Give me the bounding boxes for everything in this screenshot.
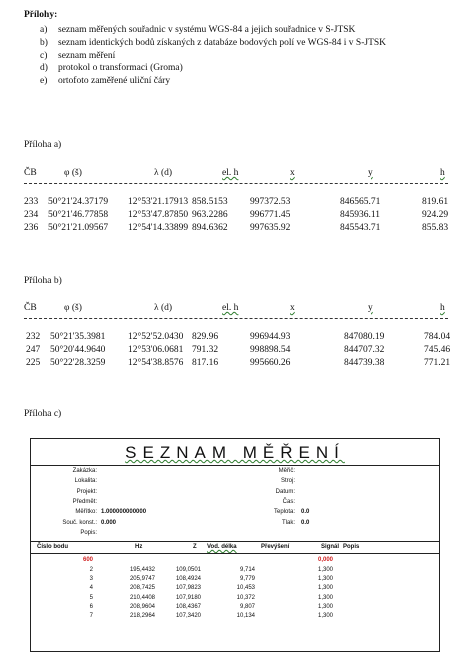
table-header-cell: el. h bbox=[222, 168, 239, 178]
table-cell: 996944.93 bbox=[250, 332, 291, 342]
table-cell: 12°53'21.17913 bbox=[128, 197, 189, 207]
table-header-cell: φ (š) bbox=[64, 168, 82, 178]
seznam-cell: 107,9823 bbox=[175, 585, 201, 592]
seznam-cell: 218,2964 bbox=[129, 613, 155, 619]
priloha-b-title: Příloha b) bbox=[24, 276, 62, 286]
prilohy-item-text: protokol o transformaci (Groma) bbox=[58, 63, 183, 74]
seznam-cell: 9,714 bbox=[239, 567, 255, 573]
table-cell: 50°22'28.3259 bbox=[50, 358, 106, 368]
seznam-cell: 1,300 bbox=[317, 603, 333, 610]
seznam-mereni-panel bbox=[30, 438, 440, 652]
table-cell: 225 bbox=[26, 358, 41, 368]
seznam-field-value: 0.0 bbox=[301, 519, 310, 526]
table-cell: 998898.54 bbox=[250, 345, 291, 355]
table-cell: 236 bbox=[24, 223, 39, 233]
table-row bbox=[24, 358, 451, 370]
seznam-cell: 2 bbox=[89, 567, 93, 573]
prilohy-item-marker: c) bbox=[40, 50, 48, 61]
seznam-cell: 9,779 bbox=[239, 576, 255, 583]
table-header-cell: x bbox=[290, 303, 295, 313]
table-cell: 12°54'38.8576 bbox=[128, 358, 184, 368]
seznam-field-label: Měřítko: bbox=[75, 509, 97, 516]
prilohy-item-text: seznam měřených souřadnic v systému WGS-84 a jejich souřadnice v S-JTSK bbox=[58, 25, 356, 35]
table-cell: 791.32 bbox=[192, 345, 219, 355]
table-cell: 12°53'47.87850 bbox=[128, 210, 189, 220]
seznam-cell: 5 bbox=[89, 594, 93, 601]
seznam-column-header: Signál bbox=[321, 544, 340, 550]
table-header-cell: φ (š) bbox=[64, 303, 82, 313]
table-cell: 997372.53 bbox=[250, 197, 291, 207]
seznam-field-label: Zakázka: bbox=[72, 468, 97, 474]
table-cell: 232 bbox=[26, 332, 41, 342]
seznam-cell: 1,300 bbox=[317, 613, 333, 619]
station-signal: 0,000 bbox=[317, 557, 333, 563]
header-divider bbox=[31, 553, 439, 554]
prilohy-item-marker: b) bbox=[40, 37, 48, 48]
prilohy-heading: Přílohy: bbox=[24, 10, 58, 20]
seznam-column-header: Vod. délka bbox=[207, 544, 237, 550]
seznam-cell: 195,4432 bbox=[129, 567, 155, 573]
table-cell: 847080.19 bbox=[344, 332, 385, 342]
seznam-cell: 205,9747 bbox=[129, 576, 155, 583]
seznam-field-label: Stroj: bbox=[280, 478, 295, 485]
table-cell: 771.21 bbox=[424, 358, 451, 368]
seznam-cell: 1,300 bbox=[317, 594, 333, 601]
seznam-field-value: 1.000000000000 bbox=[101, 509, 147, 516]
table-cell: 817.16 bbox=[192, 358, 219, 368]
table-cell: 745.46 bbox=[424, 345, 451, 355]
table-cell: 845936.11 bbox=[340, 210, 381, 220]
table-cell: 844739.38 bbox=[344, 358, 385, 368]
table-cell: 12°52'52.0430 bbox=[128, 332, 184, 342]
seznam-data-row bbox=[31, 585, 439, 594]
seznam-cell: 6 bbox=[89, 603, 93, 610]
title-divider bbox=[31, 465, 439, 466]
seznam-field-label: Čas: bbox=[282, 498, 295, 505]
table-header-cell: ČB bbox=[24, 303, 37, 313]
table-header-cell: y bbox=[368, 303, 373, 313]
table-cell: 924.29 bbox=[422, 210, 449, 220]
seznam-data-row bbox=[31, 595, 439, 604]
table-cell: 12°53'06.0681 bbox=[128, 345, 184, 355]
seznam-field-label: Předmět: bbox=[72, 498, 97, 505]
table-cell: 963.2286 bbox=[192, 210, 228, 220]
seznam-field-label: Tlak: bbox=[281, 519, 295, 526]
prilohy-item-text: seznam identických bodů získaných z databáze bodových polí ve WGS-84 i v S-JTSK bbox=[58, 37, 387, 48]
seznam-data-row bbox=[31, 567, 439, 576]
seznam-cell: 109,0501 bbox=[175, 567, 201, 573]
table-header-cell: λ (d) bbox=[154, 303, 173, 313]
table-cell: 12°54'14.33899 bbox=[128, 223, 189, 233]
seznam-column-header: Převýšení bbox=[261, 544, 290, 550]
prilohy-item-text: seznam měření bbox=[58, 50, 116, 61]
seznam-column-header: Popis bbox=[343, 544, 360, 550]
table-cell: 855.83 bbox=[422, 223, 449, 233]
seznam-data-row bbox=[31, 613, 439, 622]
seznam-cell: 3 bbox=[89, 576, 93, 583]
table-cell: 50°20'44.9640 bbox=[50, 345, 106, 355]
priloha-a-title: Příloha a) bbox=[24, 140, 62, 150]
seznam-cell: 108,4924 bbox=[175, 576, 201, 583]
seznam-cell: 1,300 bbox=[317, 567, 333, 573]
table-cell: 50°21'24.37179 bbox=[48, 197, 109, 207]
seznam-field-label: Datum: bbox=[275, 488, 295, 495]
table-cell: 845543.71 bbox=[340, 223, 381, 233]
seznam-data-row bbox=[31, 576, 439, 585]
table-cell: 247 bbox=[26, 345, 41, 355]
prilohy-item-marker: e) bbox=[40, 76, 48, 87]
seznam-column-header: Z bbox=[193, 544, 197, 550]
table-cell: 846565.71 bbox=[340, 197, 381, 207]
prilohy-item-marker: a) bbox=[40, 25, 48, 35]
seznam-cell: 108,4367 bbox=[175, 603, 201, 610]
seznam-column-header: Hz bbox=[135, 544, 143, 550]
seznam-cell: 7 bbox=[89, 613, 93, 619]
seznam-cell: 208,9604 bbox=[129, 603, 155, 610]
station-number: 600 bbox=[82, 557, 93, 563]
table-header-cell: h bbox=[440, 303, 445, 313]
table-row bbox=[24, 332, 451, 344]
table-cell: 234 bbox=[24, 210, 39, 220]
table-dash-line bbox=[24, 183, 448, 184]
table-header-cell: h bbox=[440, 168, 445, 178]
seznam-data-row bbox=[31, 604, 439, 613]
table-header-cell: el. h bbox=[222, 303, 239, 313]
table-cell: 50°21'35.3981 bbox=[50, 332, 106, 342]
table-header-cell: ČB bbox=[24, 168, 37, 178]
seznam-cell: 4 bbox=[89, 585, 93, 592]
seznam-cell: 10,134 bbox=[236, 613, 255, 619]
seznam-station-row bbox=[31, 557, 439, 566]
priloha-c-title: Příloha c) bbox=[24, 409, 62, 419]
table-row bbox=[24, 223, 448, 235]
seznam-field-label: Popis: bbox=[80, 529, 97, 536]
table-header-cell: x bbox=[290, 168, 295, 178]
seznam-field-value: 0.000 bbox=[101, 519, 117, 526]
table-header-row bbox=[24, 168, 448, 180]
seznam-cell: 9,807 bbox=[239, 603, 255, 610]
fields-divider bbox=[31, 541, 439, 542]
seznam-field-label: Měřič: bbox=[278, 468, 295, 474]
seznam-field-label: Souč. konst.: bbox=[62, 519, 97, 526]
prilohy-item-marker: d) bbox=[40, 63, 48, 74]
table-cell: 50°21'46.77858 bbox=[48, 210, 109, 220]
table-cell: 844707.32 bbox=[344, 345, 385, 355]
table-header-cell: y bbox=[368, 168, 373, 178]
seznam-field-value: 0.0 bbox=[301, 509, 310, 516]
table-cell: 233 bbox=[24, 197, 39, 207]
table-cell: 995660.26 bbox=[250, 358, 291, 368]
seznam-cell: 107,9180 bbox=[175, 594, 201, 601]
seznam-cell: 10,453 bbox=[236, 585, 255, 592]
prilohy-item-text: ortofoto zaměřené uliční čáry bbox=[58, 76, 171, 87]
table-cell: 894.6362 bbox=[192, 223, 228, 233]
table-cell: 784.04 bbox=[424, 332, 451, 342]
table-row bbox=[24, 345, 451, 357]
table-cell: 997635.92 bbox=[250, 223, 291, 233]
table-cell: 819.61 bbox=[422, 197, 449, 207]
seznam-cell: 107,3420 bbox=[175, 613, 201, 619]
table-row bbox=[24, 210, 448, 222]
seznam-cell: 208,7425 bbox=[129, 585, 155, 592]
table-cell: 996771.45 bbox=[250, 210, 291, 220]
table-cell: 50°21'21.09567 bbox=[48, 223, 109, 233]
seznam-field-label: Lokalita: bbox=[74, 478, 97, 485]
seznam-cell: 1,300 bbox=[317, 576, 333, 583]
seznam-field-label: Teplota: bbox=[273, 509, 295, 516]
table-dash-line bbox=[24, 318, 448, 319]
table-row bbox=[24, 197, 448, 209]
seznam-cell: 210,4408 bbox=[129, 594, 155, 601]
seznam-cell: 10,372 bbox=[236, 594, 255, 601]
table-header-cell: λ (d) bbox=[154, 168, 173, 178]
seznam-title: SEZNAM MĚŘENÍ bbox=[125, 443, 345, 462]
seznam-cell: 1,300 bbox=[317, 585, 333, 592]
table-cell: 829.96 bbox=[192, 332, 219, 342]
table-header-row bbox=[24, 303, 448, 315]
table-cell: 858.5153 bbox=[192, 197, 228, 207]
seznam-field-label: Projekt: bbox=[76, 488, 97, 495]
seznam-column-header: Číslo bodu bbox=[37, 544, 68, 550]
